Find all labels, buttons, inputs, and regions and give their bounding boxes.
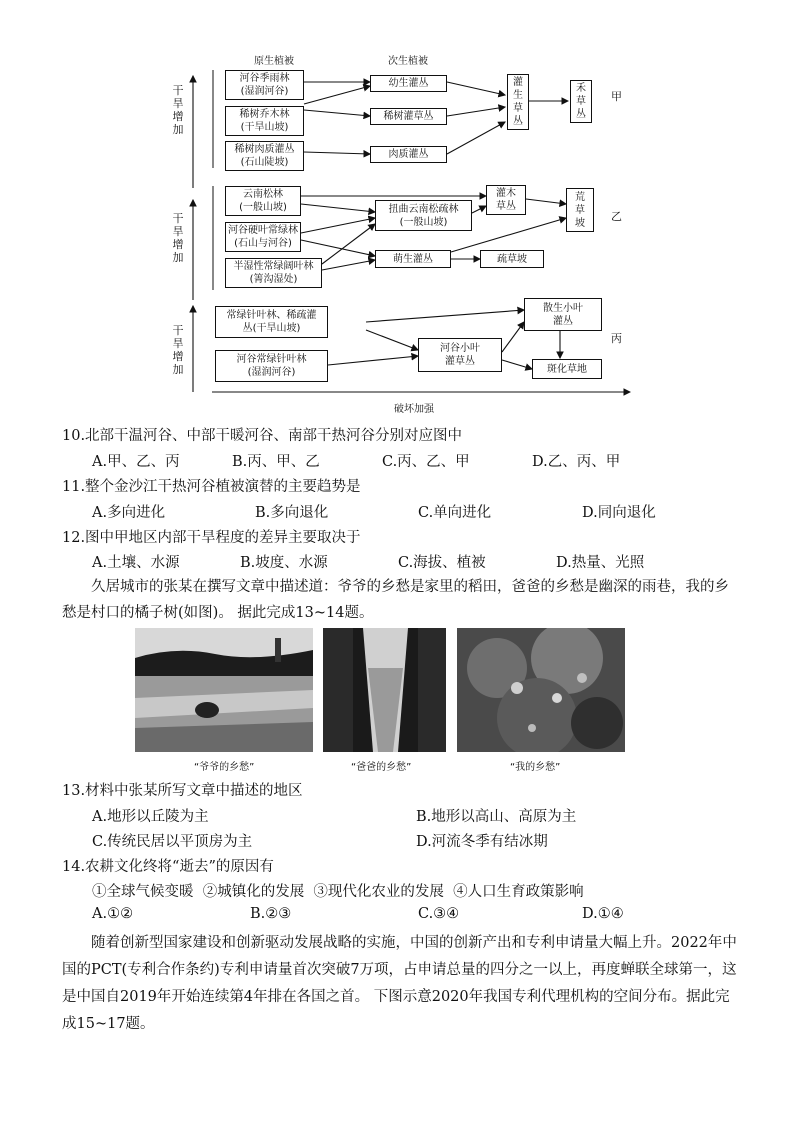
photo-father-alley [323, 628, 446, 752]
jia-secondary-3: 肉质灌丛 [370, 146, 447, 163]
photo-grandfather-rice-field [135, 628, 313, 752]
question-14-statements: ①全球气候变暖 ②城镇化的发展 ③现代化农业的发展 ④人口生育政策影响 [92, 884, 584, 900]
orange-tree-image [457, 628, 625, 752]
question-10-stem: 10.北部干温河谷、中部干暖河谷、南部干热河谷分别对应图中 [62, 428, 463, 444]
yi-primary-1: 云南松林 (一般山坡) [225, 186, 301, 216]
drought-label-bing: 干 旱 增 加 [172, 324, 184, 376]
intro-paragraph-15-17: 随着创新型国家建设和创新驱动发展战略的实施，中国的创新产出和专利申请量大幅上升。2022年中国的PCT(专利合作条约)专利申请量首次突破7万项，占申请总量的四分之一以上，再度蝉联全球第一，这是中国自2019年开始连续第4年排在各国之首。 下图示意2020年我国专利代理机构的空间分布。据此完成15~17题。 [62, 935, 737, 1032]
question-10-option-c: C.丙、乙、甲 [382, 454, 470, 470]
caption-grandfather: “爷爷的乡愁” [194, 762, 255, 773]
jia-secondary-2: 稀树灌草丛 [370, 108, 447, 125]
question-14-option-a: A.①② [92, 906, 134, 922]
question-12-option-d: D.热量、光照 [556, 555, 645, 571]
yi-secondary-1: 扭曲云南松疏林 (一般山坡) [375, 200, 472, 231]
caption-father: “爸爸的乡愁” [351, 762, 412, 773]
bing-primary-1: 常绿针叶林、稀疏灌 丛(干旱山坡) [215, 306, 328, 338]
question-14-option-b: B.②③ [250, 906, 292, 922]
jia-primary-1: 河谷季雨林 (湿润河谷) [225, 70, 304, 100]
question-14-stem: 14.农耕文化终将“逝去”的原因有 [62, 859, 274, 875]
question-10-option-d: D.乙、丙、甲 [532, 454, 621, 470]
region-label-yi: 乙 [611, 210, 622, 223]
question-10-option-b: B.丙、甲、乙 [232, 454, 320, 470]
drought-label-yi: 干 旱 增 加 [172, 212, 184, 264]
question-14-option-d: D.①④ [582, 906, 624, 922]
question-12-stem: 12.图中甲地区内部干旱程度的差异主要取决于 [62, 530, 361, 546]
question-14-option-c: C.③④ [418, 906, 460, 922]
bing-primary-2: 河谷常绿针叶林 (湿润河谷) [215, 350, 328, 382]
question-13-option-a: A.地形以丘陵为主 [92, 809, 209, 825]
yi-secondary-2: 萌生灌丛 [375, 250, 451, 268]
question-10-option-a: A.甲、乙、丙 [92, 454, 180, 470]
jia-primary-3: 稀树肉质灌丛 (石山陡坡) [225, 141, 304, 171]
jia-secondary-1: 幼生灌丛 [370, 75, 447, 92]
yi-secondary-3: 灌木 草丛 [486, 185, 526, 215]
question-13-stem: 13.材料中张某所写文章中描述的地区 [62, 783, 303, 799]
drought-label-jia: 干 旱 增 加 [172, 84, 184, 136]
alley-image [323, 628, 446, 752]
photo-my-orange-tree [457, 628, 625, 752]
jia-secondary-5: 禾 草 丛 [570, 80, 592, 123]
question-11-stem: 11.整个金沙江干热河谷植被演替的主要趋势是 [62, 479, 361, 495]
region-label-bing: 丙 [611, 332, 622, 345]
question-11-option-b: B.多向退化 [255, 505, 329, 521]
jia-primary-2: 稀树乔木林 (干旱山坡) [225, 106, 304, 136]
question-13-option-c: C.传统民居以平顶房为主 [92, 834, 253, 850]
damage-axis-label: 破坏加强 [394, 404, 434, 415]
caption-me: “我的乡愁” [510, 762, 561, 773]
question-12-option-a: A.土壤、水源 [92, 555, 180, 571]
intro-paragraph-13-14: 久居城市的张某在撰写文章中描述道：爷爷的乡愁是家里的稻田，爸爸的乡愁是幽深的雨巷，我的乡愁是村口的橘子树(如图)。 据此完成13~14题。 [62, 579, 729, 621]
question-13-option-d: D.河流冬季有结冰期 [416, 834, 548, 850]
yi-primary-2: 河谷硬叶常绿林 (石山与河谷) [225, 222, 301, 252]
yi-primary-3: 半湿性常绿阔叶林 (箐沟湿处) [225, 258, 322, 288]
question-12-option-b: B.坡度、水源 [240, 555, 328, 571]
question-13-option-b: B.地形以高山、高原为主 [416, 809, 577, 825]
bing-secondary-2: 散生小叶 灌丛 [524, 298, 602, 331]
bing-secondary-3: 斑化草地 [532, 359, 602, 379]
question-12-option-c: C.海拔、植被 [398, 555, 486, 571]
yi-secondary-4: 疏草坡 [480, 250, 544, 268]
question-11-option-d: D.同向退化 [582, 505, 656, 521]
region-label-jia: 甲 [611, 90, 622, 103]
header-primary-vegetation: 原生植被 [254, 56, 294, 67]
bing-secondary-1: 河谷小叶 灌草丛 [418, 338, 502, 372]
yi-secondary-5: 荒 草 坡 [566, 188, 594, 232]
question-11-option-c: C.单向进化 [418, 505, 492, 521]
header-secondary-vegetation: 次生植被 [388, 56, 428, 67]
question-11-option-a: A.多向进化 [92, 505, 166, 521]
jia-secondary-4: 灌 生 草 丛 [507, 74, 529, 130]
rice-field-image [135, 628, 313, 752]
